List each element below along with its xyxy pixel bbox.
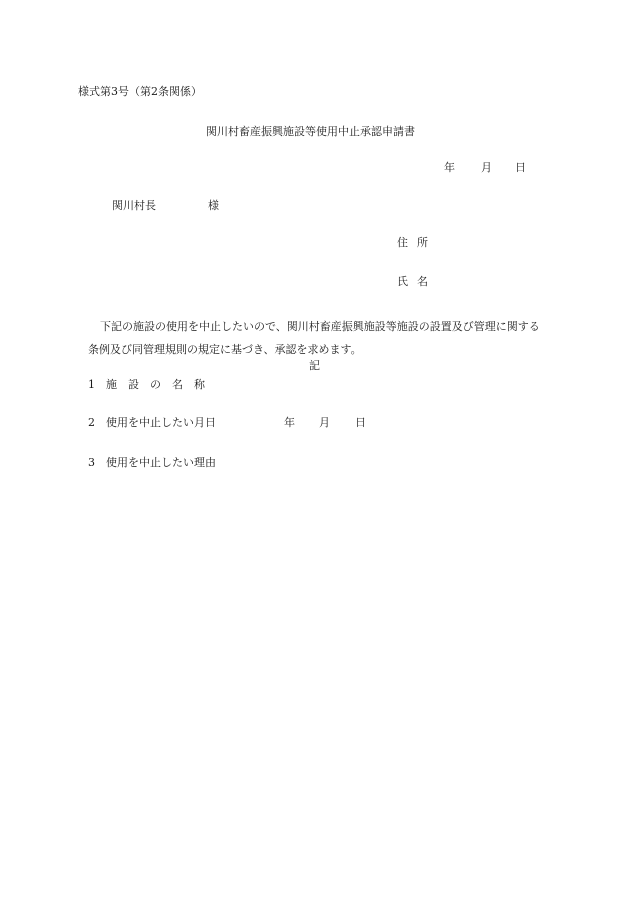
item-1-label: 施設の名称: [106, 378, 216, 391]
form-number: 様式第3号（第2条関係）: [78, 85, 202, 98]
item-1-number: 1: [88, 378, 95, 391]
date-year-label: 年: [444, 161, 455, 174]
ki-heading: 記: [309, 359, 320, 372]
date-month-label: 月: [481, 161, 492, 174]
item-2-number: 2: [88, 416, 95, 429]
applicant-address-label: 住所: [397, 236, 437, 249]
document-title: 関川村畜産振興施設等使用中止承認申請書: [206, 125, 415, 138]
applicant-name-label: 氏名: [397, 275, 437, 288]
request-body-text: 下記の施設の使用を中止したいので、関川村畜産振興施設等施設の設置及び管理に関する条例及び同管理規則の規定に基づき、承認を求めます。: [88, 320, 540, 356]
item-3-label: 使用を中止したい理由: [106, 456, 216, 469]
item-2-month-label: 月: [319, 416, 330, 429]
item-2-label: 使用を中止したい月日: [106, 416, 216, 429]
date-day-label: 日: [515, 161, 526, 174]
item-2-day-label: 日: [355, 416, 366, 429]
item-2-year-label: 年: [284, 416, 295, 429]
addressee-honorific: 様: [208, 199, 219, 212]
item-3-number: 3: [88, 456, 95, 469]
addressee-name: 関川村長: [112, 199, 156, 212]
